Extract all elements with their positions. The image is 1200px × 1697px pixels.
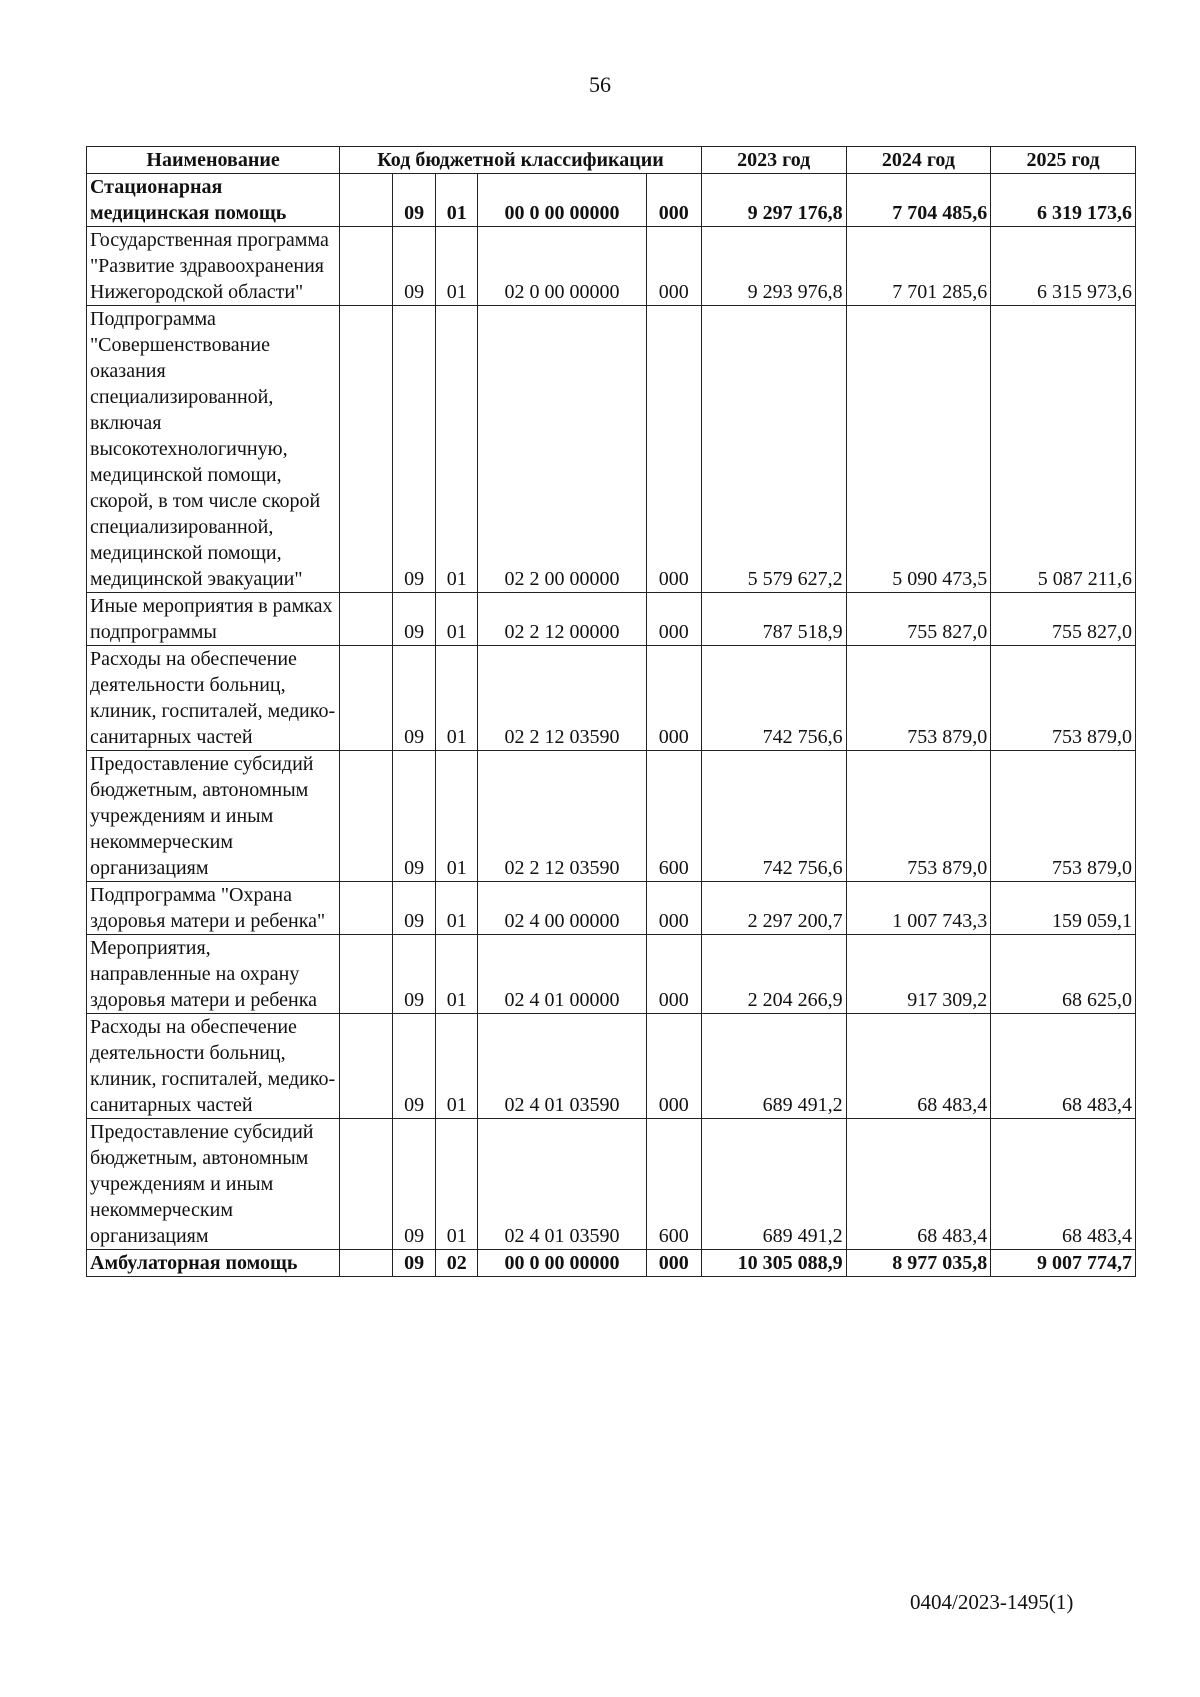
row-value-2024: 8 977 035,8 — [846, 1250, 991, 1277]
row-expense-type: 000 — [646, 1250, 701, 1277]
row-expense-type: 000 — [646, 306, 701, 593]
row-blank — [340, 935, 393, 1014]
header-2023: 2023 год — [701, 147, 846, 174]
table-row — [87, 1119, 1136, 1250]
row-expense-type: 000 — [646, 935, 701, 1014]
row-subsection: 01 — [435, 1119, 478, 1250]
row-target-article: 02 0 00 00000 — [478, 227, 646, 306]
table-row — [87, 646, 1136, 751]
row-section: 09 — [393, 593, 436, 646]
row-value-2025: 68 625,0 — [991, 935, 1136, 1014]
row-target-article: 02 2 12 00000 — [478, 593, 646, 646]
row-value-2024: 753 879,0 — [846, 751, 991, 882]
row-section: 09 — [393, 227, 436, 306]
row-value-2025: 6 319 173,6 — [991, 174, 1136, 227]
row-value-2023: 742 756,6 — [701, 646, 846, 751]
table-body — [87, 174, 1136, 1277]
row-value-2025: 68 483,4 — [991, 1014, 1136, 1119]
row-target-article: 02 4 01 00000 — [478, 935, 646, 1014]
row-target-article: 02 2 00 00000 — [478, 306, 646, 593]
row-value-2025: 5 087 211,6 — [991, 306, 1136, 593]
row-value-2024: 7 701 285,6 — [846, 227, 991, 306]
row-subsection: 01 — [435, 174, 478, 227]
table-row — [87, 935, 1136, 1014]
row-section: 09 — [393, 1014, 436, 1119]
header-name: Наименование — [87, 147, 340, 174]
row-name: Расходы на обеспечение деятельности больниц, клиник, госпиталей, медико-санитарных частей — [87, 1014, 340, 1119]
row-subsection: 01 — [435, 935, 478, 1014]
row-target-article: 02 4 01 03590 — [478, 1119, 646, 1250]
row-target-article: 00 0 00 00000 — [478, 1250, 646, 1277]
table-row — [87, 1014, 1136, 1119]
table-row — [87, 751, 1136, 882]
row-value-2023: 9 297 176,8 — [701, 174, 846, 227]
table-row — [87, 306, 1136, 593]
row-name: Подпрограмма "Совершенствование оказания специализированной, включая высокотехнологичную, медицинской помощи, скорой, в том числе скорой специализированной, медицинской помощи, медицинской эвакуации" — [87, 306, 340, 593]
row-blank — [340, 593, 393, 646]
row-blank — [340, 882, 393, 935]
row-value-2025: 159 059,1 — [991, 882, 1136, 935]
row-section: 09 — [393, 646, 436, 751]
row-expense-type: 000 — [646, 1014, 701, 1119]
row-target-article: 00 0 00 00000 — [478, 174, 646, 227]
row-target-article: 02 2 12 03590 — [478, 751, 646, 882]
row-value-2024: 753 879,0 — [846, 646, 991, 751]
row-value-2023: 5 579 627,2 — [701, 306, 846, 593]
row-value-2025: 753 879,0 — [991, 751, 1136, 882]
header-2025: 2025 год — [991, 147, 1136, 174]
row-blank — [340, 1119, 393, 1250]
row-name: Иные мероприятия в рамках подпрограммы — [87, 593, 340, 646]
row-value-2024: 755 827,0 — [846, 593, 991, 646]
page-number: 56 — [589, 72, 611, 97]
row-name: Стационарная медицинская помощь — [87, 174, 340, 227]
row-name: Предоставление субсидий бюджетным, автономным учреждениям и иным некоммерческим организациям — [87, 751, 340, 882]
row-value-2023: 689 491,2 — [701, 1119, 846, 1250]
row-subsection: 01 — [435, 306, 478, 593]
row-expense-type: 000 — [646, 174, 701, 227]
table-row — [87, 882, 1136, 935]
row-name: Подпрограмма "Охрана здоровья матери и ребенка" — [87, 882, 340, 935]
row-value-2024: 68 483,4 — [846, 1119, 991, 1250]
row-value-2024: 917 309,2 — [846, 935, 991, 1014]
row-subsection: 02 — [435, 1250, 478, 1277]
row-subsection: 01 — [435, 1014, 478, 1119]
row-subsection: 01 — [435, 227, 478, 306]
document-code: 0404/2023-1495(1) — [910, 1590, 1074, 1614]
table-row — [87, 593, 1136, 646]
row-blank — [340, 646, 393, 751]
row-name: Государственная программа "Развитие здравоохранения Нижегородской области" — [87, 227, 340, 306]
table-header-row — [87, 147, 1136, 174]
row-value-2025: 6 315 973,6 — [991, 227, 1136, 306]
row-section: 09 — [393, 1119, 436, 1250]
row-target-article: 02 4 00 00000 — [478, 882, 646, 935]
row-expense-type: 600 — [646, 1119, 701, 1250]
row-value-2023: 2 297 200,7 — [701, 882, 846, 935]
budget-table — [86, 146, 1136, 1277]
row-value-2025: 753 879,0 — [991, 646, 1136, 751]
header-code: Код бюджетной классификации — [340, 147, 702, 174]
table-row — [87, 1250, 1136, 1277]
row-subsection: 01 — [435, 646, 478, 751]
row-blank — [340, 174, 393, 227]
row-section: 09 — [393, 751, 436, 882]
row-blank — [340, 227, 393, 306]
row-value-2023: 689 491,2 — [701, 1014, 846, 1119]
row-target-article: 02 4 01 03590 — [478, 1014, 646, 1119]
row-blank — [340, 751, 393, 882]
row-value-2023: 2 204 266,9 — [701, 935, 846, 1014]
row-target-article: 02 2 12 03590 — [478, 646, 646, 751]
row-value-2024: 1 007 743,3 — [846, 882, 991, 935]
row-value-2023: 742 756,6 — [701, 751, 846, 882]
row-value-2023: 10 305 088,9 — [701, 1250, 846, 1277]
row-expense-type: 000 — [646, 593, 701, 646]
row-expense-type: 600 — [646, 751, 701, 882]
row-value-2024: 68 483,4 — [846, 1014, 991, 1119]
row-section: 09 — [393, 1250, 436, 1277]
row-name: Мероприятия, направленные на охрану здоровья матери и ребенка — [87, 935, 340, 1014]
row-subsection: 01 — [435, 751, 478, 882]
row-name: Предоставление субсидий бюджетным, автономным учреждениям и иным некоммерческим организациям — [87, 1119, 340, 1250]
row-section: 09 — [393, 935, 436, 1014]
row-expense-type: 000 — [646, 882, 701, 935]
row-section: 09 — [393, 882, 436, 935]
row-name: Расходы на обеспечение деятельности больниц, клиник, госпиталей, медико-санитарных частей — [87, 646, 340, 751]
row-subsection: 01 — [435, 593, 478, 646]
header-2024: 2024 год — [846, 147, 991, 174]
row-section: 09 — [393, 306, 436, 593]
row-expense-type: 000 — [646, 646, 701, 751]
row-blank — [340, 1250, 393, 1277]
row-section: 09 — [393, 174, 436, 227]
row-value-2025: 755 827,0 — [991, 593, 1136, 646]
row-expense-type: 000 — [646, 227, 701, 306]
row-value-2025: 9 007 774,7 — [991, 1250, 1136, 1277]
row-value-2023: 9 293 976,8 — [701, 227, 846, 306]
row-subsection: 01 — [435, 882, 478, 935]
row-value-2025: 68 483,4 — [991, 1119, 1136, 1250]
table-row — [87, 227, 1136, 306]
row-name: Амбулаторная помощь — [87, 1250, 340, 1277]
table-row — [87, 174, 1136, 227]
row-value-2023: 787 518,9 — [701, 593, 846, 646]
row-blank — [340, 306, 393, 593]
row-value-2024: 7 704 485,6 — [846, 174, 991, 227]
row-value-2024: 5 090 473,5 — [846, 306, 991, 593]
row-blank — [340, 1014, 393, 1119]
